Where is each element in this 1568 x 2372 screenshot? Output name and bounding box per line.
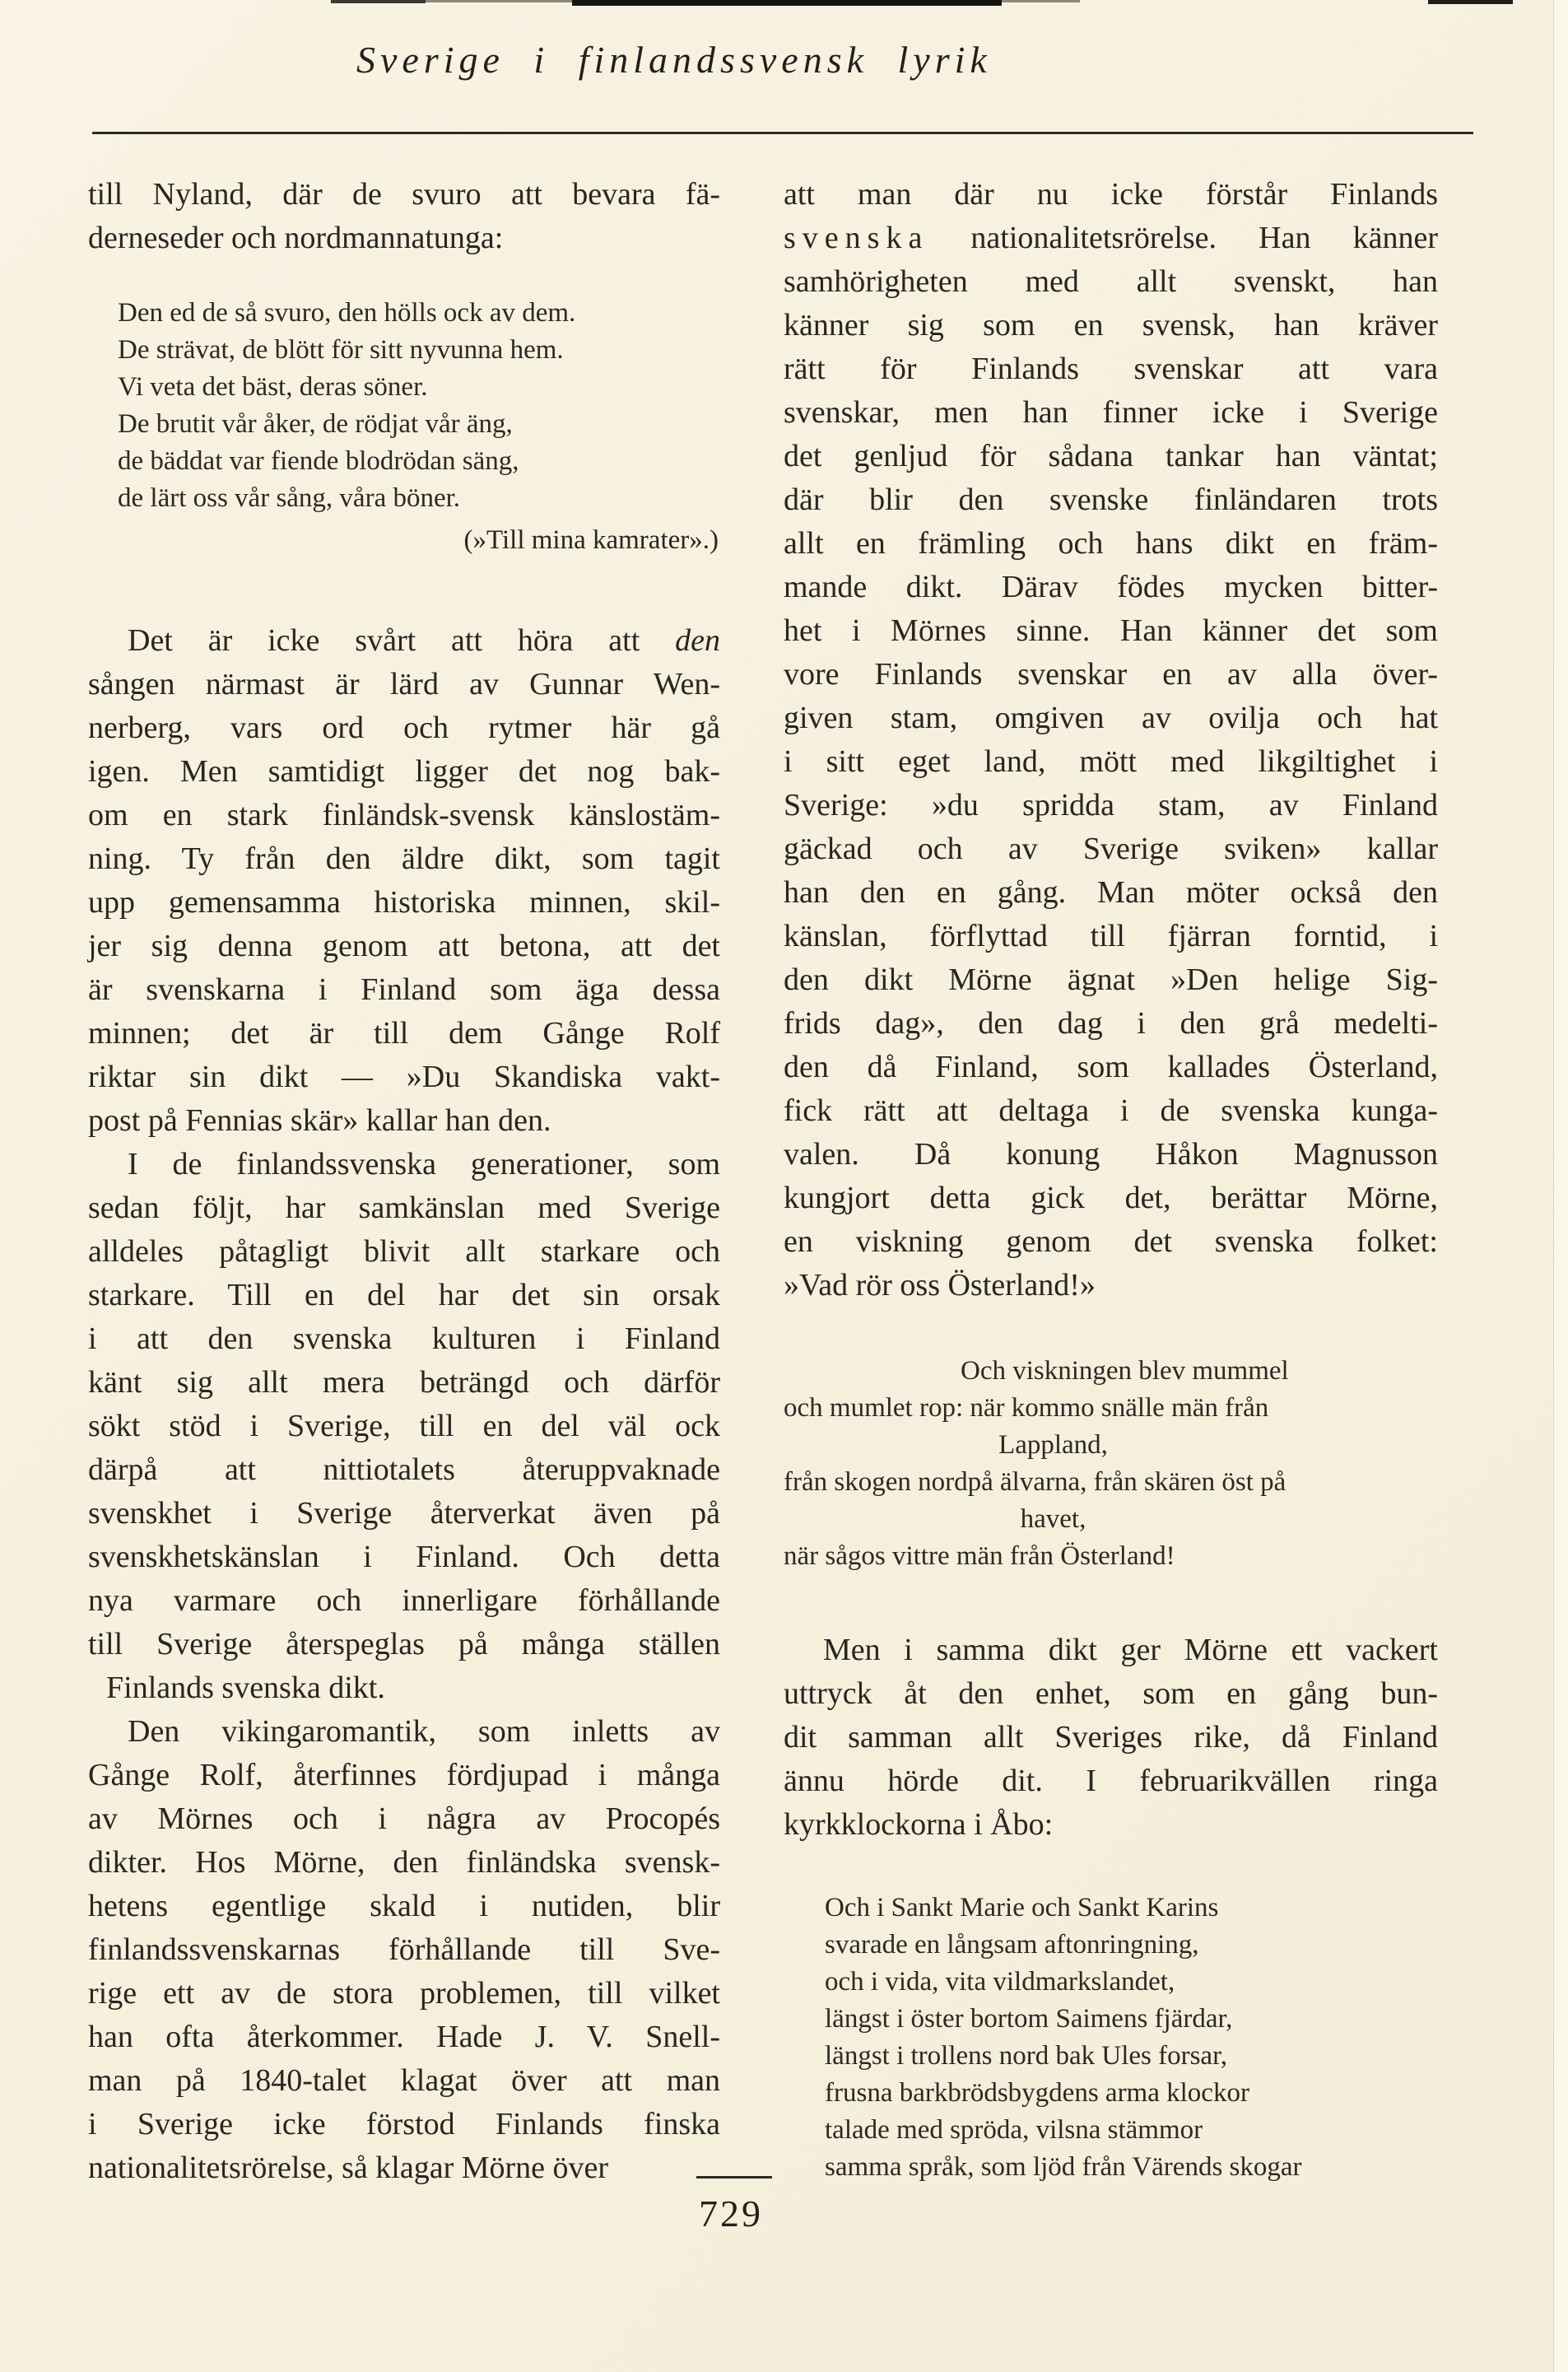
text-line: av Mörnes och i några av Procopés	[88, 1801, 720, 1836]
text-line: är svenskarna i Finland som äga dessa	[88, 972, 720, 1007]
text-line: längst i trollens nord bak Ules forsar,	[825, 2041, 1227, 2071]
text-line: svarade en långsam aftonringning,	[825, 1930, 1199, 1960]
text-line: I de finlandssvenska generationer, som	[128, 1147, 720, 1181]
text-line: kungjort detta gick det, berättar Mörne,	[784, 1181, 1438, 1215]
text-line: Och viskningen blev mummel	[961, 1356, 1289, 1386]
text-line: gäckad och av Sverige sviken» kallar	[784, 832, 1438, 866]
text-line: svenskhetskänslan i Finland. Och detta	[88, 1540, 720, 1574]
text-line: den dikt Mörne ägnat »Den helige Sig-	[784, 962, 1438, 997]
text-line: kyrkklockorna i Åbo:	[784, 1807, 1054, 1842]
poem-sankt-marie	[784, 1890, 1438, 2186]
text-line: riktar sin dikt — »Du Skandiska vakt-	[88, 1060, 720, 1094]
text-line: het i Mörnes sinne. Han känner det som	[784, 613, 1438, 648]
text-columns	[88, 173, 1438, 2190]
text-line: fick rätt att deltaga i de svenska kunga-	[784, 1093, 1438, 1128]
scan-artifact	[1428, 0, 1513, 4]
text-line: minnen; det är till dem Gånge Rolf	[88, 1016, 720, 1051]
text-line: och mumlet rop: när kommo snälle män från	[784, 1393, 1269, 1423]
text-line: den då Finland, som kallades Österland,	[784, 1050, 1438, 1084]
text-line: talade med spröda, vilsna stämmor	[825, 2115, 1203, 2145]
page-number-rule	[696, 2176, 772, 2179]
text-line: De brutit vår åker, de rödjat vår äng,	[118, 409, 513, 439]
text-line: upp gemensamma historiska minnen, skil-	[88, 885, 720, 920]
text-line: Det är icke svårt att höra att den	[128, 623, 720, 658]
text-line: samhörigheten med allt svenskt, han	[784, 264, 1438, 299]
text-line: i Sverige icke förstod Finlands finska	[88, 2107, 720, 2141]
text-line: till Nyland, där de svuro att bevara fä-	[88, 177, 720, 212]
text-line: rige ett av de stora problemen, till vilket	[88, 1976, 720, 2011]
text-line: att man där nu icke förstår Finlands	[784, 177, 1438, 212]
text-line: alldeles påtagligt blivit allt starkare och	[88, 1234, 720, 1269]
text-line: och i vida, vita vildmarkslandet,	[825, 1967, 1175, 1997]
text-line: han ofta återkommer. Hade J. V. Snell-	[88, 2020, 720, 2054]
text-line: sedan följt, har samkänslan med Sverige	[88, 1191, 720, 1225]
text-line: Den ed de så svuro, den hölls ock av dem.	[118, 298, 576, 328]
text-line: därpå att nittiotalets återuppvaknade	[88, 1452, 720, 1487]
text-line: svenskhet i Sverige återverkat även på	[88, 1496, 720, 1531]
left-column	[88, 173, 720, 2190]
text-line: en viskning genom det svenska folket:	[784, 1224, 1438, 1259]
poem-till-mina-kamrater	[88, 295, 720, 517]
text-line: Men i samma dikt ger Mörne ett vackert	[823, 1633, 1438, 1667]
text-line: Och i Sankt Marie och Sankt Karins	[825, 1893, 1219, 1922]
paragraph	[784, 1629, 1438, 1847]
page-edge	[1553, 0, 1568, 2372]
text-line: till Sverige återspeglas på många ställen	[88, 1627, 720, 1661]
text-line: känslan, förflyttad till fjärran forntid, i	[784, 919, 1438, 953]
text-line: Vi veta det bäst, deras söner.	[118, 372, 428, 402]
text-line: vore Finlands svenskar en av alla över-	[784, 657, 1438, 692]
text-line: svenska nationalitetsrörelse. Han känner	[784, 221, 1438, 255]
text-line: samma språk, som ljöd från Värends skogar	[825, 2152, 1302, 2182]
text-line: de bäddat var fiende blodrödan säng,	[118, 446, 519, 476]
text-line: post på Fennias skär» kallar han den.	[88, 1103, 551, 1138]
text-line: de lärt oss vår sång, våra böner.	[118, 483, 461, 513]
text-line: i att den svenska kulturen i Finland	[88, 1321, 720, 1356]
scan-artifact	[331, 0, 426, 3]
text-line: svenskar, men han finner icke i Sverige	[784, 395, 1438, 430]
text-line: nationalitetsrörelse, så klagar Mörne över	[88, 2151, 609, 2185]
text-line: starkare. Till en del har det sin orsak	[88, 1278, 720, 1312]
text-line: Lappland,	[998, 1430, 1108, 1460]
text-line: om en stark finländsk-svensk känslostäm-	[88, 798, 720, 832]
text-line: Sverige: »du spridda stam, av Finland	[784, 788, 1438, 823]
page-header-title: Sverige i finlandssvensk lyrik	[356, 39, 992, 81]
text-line: uttryck åt den enhet, som en gång bun-	[784, 1676, 1438, 1711]
text-line: derneseder och nordmannatunga:	[88, 221, 504, 255]
text-line: rätt för Finlands svenskar att vara	[784, 352, 1438, 386]
text-line: valen. Då konung Håkon Magnusson	[784, 1137, 1438, 1172]
page-number: 729	[699, 2193, 763, 2235]
text-line: nya varmare och innerligare förhållande	[88, 1583, 720, 1618]
text-line: i sitt eget land, mött med likgiltighet i	[784, 744, 1438, 779]
paragraph-continuation	[784, 173, 1438, 1307]
text-line: dit samman allt Sveriges rike, då Finland	[784, 1720, 1438, 1755]
paragraph	[88, 1710, 720, 2190]
text-line: igen. Men samtidigt ligger det nog bak-	[88, 754, 720, 789]
text-line: mande dikt. Därav födes mycken bitter-	[784, 570, 1438, 604]
text-line: dikter. Hos Mörne, den finländska svensk-	[88, 1845, 720, 1880]
scan-artifact	[1002, 0, 1080, 2]
text-line: det genljud för sådana tankar han väntat;	[784, 439, 1438, 473]
text-line: sången närmast är lärd av Gunnar Wen-	[88, 667, 720, 701]
text-line: frids dag», den dag i den grå medelti-	[784, 1006, 1438, 1041]
text-line: där blir den svenske finländaren trots	[784, 482, 1438, 517]
text-line: Gånge Rolf, återfinnes fördjupad i många	[88, 1758, 720, 1792]
text-line: jer sig denna genom att betona, att det	[88, 929, 720, 963]
poem-viskningen	[784, 1353, 1438, 1575]
text-line: havet,	[1020, 1504, 1086, 1534]
paragraph	[88, 619, 720, 1143]
paragraph-continuation	[88, 173, 720, 260]
text-line: ning. Ty från den äldre dikt, som tagit	[88, 841, 720, 876]
header-rule	[92, 132, 1473, 134]
text-line: allt en främling och hans dikt en främ-	[784, 526, 1438, 561]
text-line: känt sig allt mera beträngd och därför	[88, 1365, 720, 1400]
text-line: han den en gång. Man möter också den	[784, 875, 1438, 910]
text-line: »Vad rör oss Österland!»	[784, 1268, 1096, 1303]
text-line: nerberg, vars ord och rytmer här gå	[88, 711, 720, 745]
text-line: sökt stöd i Sverige, till en del väl ock	[88, 1409, 720, 1443]
text-line: hetens egentlige skald i nutiden, blir	[88, 1889, 720, 1923]
paragraph	[88, 1143, 720, 1710]
text-line: given stam, omgiven av ovilja och hat	[784, 701, 1438, 735]
scan-artifact	[572, 0, 1002, 6]
text-line: ännu hörde dit. I februarikvällen ringa	[784, 1764, 1438, 1798]
text-line: Finlands svenska dikt.	[106, 1671, 385, 1705]
text-line: från skogen nordpå älvarna, från skären öst på	[784, 1467, 1287, 1497]
poem-attribution: (»Till mina kamrater».)	[463, 525, 719, 555]
text-line: finlandssvenskarnas förhållande till Sve-	[88, 1932, 720, 1967]
scan-artifact	[426, 0, 574, 2]
text-line: frusna barkbrödsbygdens arma klockor	[825, 2078, 1249, 2108]
text-line: man på 1840-talet klagat över att man	[88, 2063, 720, 2098]
right-column	[784, 173, 1438, 2190]
text-line: längst i öster bortom Saimens fjärdar,	[825, 2004, 1233, 2034]
text-line: Den vikingaromantik, som inletts av	[128, 1714, 720, 1749]
text-line: när sågos vittre män från Österland!	[784, 1541, 1175, 1571]
text-line: De strävat, de blött för sitt nyvunna hem.	[118, 335, 564, 365]
text-line: känner sig som en svensk, han kräver	[784, 308, 1438, 343]
